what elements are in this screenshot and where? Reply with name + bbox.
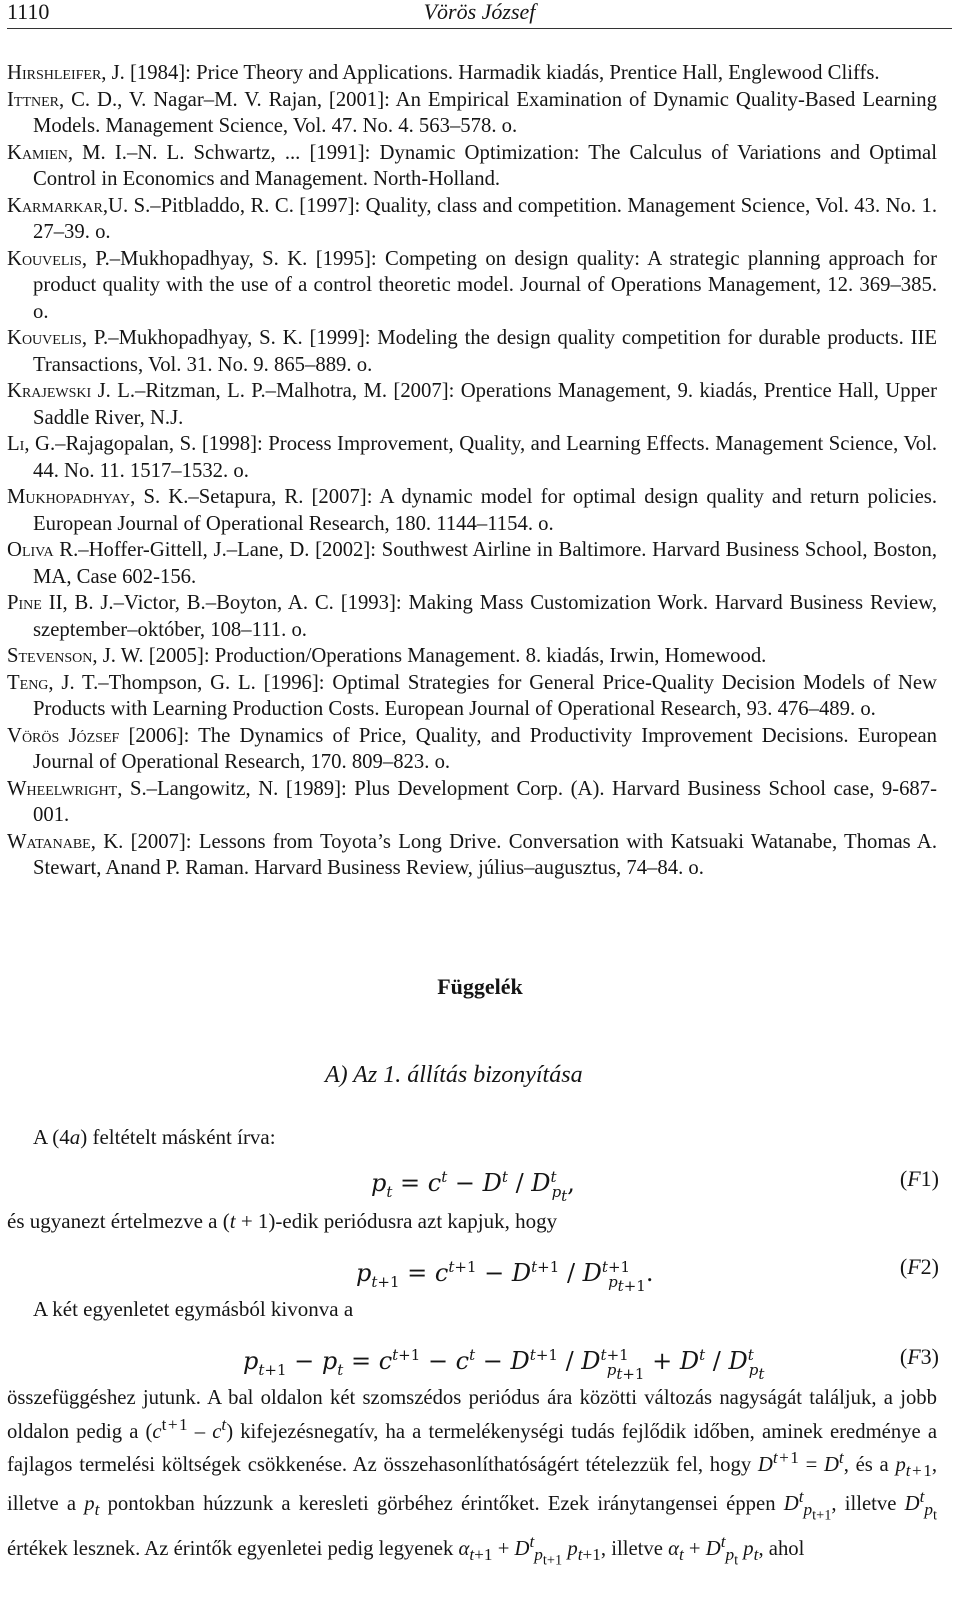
reference-entry [7,246,937,326]
reference-text: , G.–Rajagopalan, S. [1998]: Process Improvement, Quality, and Learning Effects. Management Science, Vol. 44. No. 11. 1517–1532. o. [24,433,937,482]
appendix-line-2: és ugyanezt értelmezve a (t + 1)-edik periódusra azt kapjuk, hogy [7,1209,558,1233]
reference-entry [7,87,937,140]
reference-author: Karmarkar [7,194,103,217]
appendix-title: Függelék [437,974,523,999]
page-header [7,0,952,29]
reference-text: , K. [2007]: Lessons from Toyota’s Long Drive. Conversation with Katsuaki Watanabe, Thomas A. Stewart, Anand P. Raman. Harvard Business Review, július–augusztus, 74–84. o. [33,830,937,879]
reference-author: Krajewski [7,380,92,402]
reference-author: Kamien [7,141,68,164]
appendix-line-3: A két egyenletet egymásból kivonva a [33,1297,354,1321]
reference-author: Stevenson [7,645,93,667]
page-number: 1110 [7,0,50,24]
reference-entry [7,723,937,776]
reference-entry [7,193,937,246]
reference-entry [7,537,937,590]
reference-entry [7,325,937,378]
reference-entry [7,60,937,87]
reference-author: Watanabe [7,830,91,853]
equation-number-f3: (F3) [899,1344,939,1369]
reference-entry [7,484,937,537]
reference-text: II, B. J.–Victor, B.–Boyton, A. C. [1993]: Making Mass Customization Work. Harvard Business Review, szeptember–október, 108–111. o. [33,592,937,641]
reference-text: , M. I.–N. L. Schwartz, ... [1991]: Dynamic Optimization: The Calculus of Variations and Optimal Control in Economics and Management. North-Holland. [33,141,937,190]
reference-entry [7,643,937,670]
equation-f1: $p_t = c^t - D^t / D^t_{p_t}$, [371,1168,575,1205]
appendix-intro: A (4a) feltételt másként írva: [33,1125,276,1149]
reference-text: , C. D., V. Nagar–M. V. Rajan, [2001]: An Empirical Examination of Dynamic Quality-Based Learning Models. Management Science, Vol. 47. No. 4. 563–578. o. [33,88,937,137]
equation-f3: $p_{t+1} - p_t = c^{t+1} - c^t - D^{t+1} / D^{t+1}_{p_{t+1}} + D^t / D^t_{p_t}$ [243,1346,765,1383]
reference-text: R.–Hoffer-Gittell, J.–Lane, D. [2002]: Southwest Airline in Baltimore. Harvard Business School, Boston, MA, Case 602-156. [33,539,937,588]
reference-text: , S. K.–Setapura, R. [2007]: A dynamic model for optimal design quality and return policies. European Journal of Operational Research, 180. 1144–1154. o. [33,486,937,535]
reference-text: , S.–Langowitz, N. [1989]: Plus Development Corp. (A). Harvard Business School case, 9-687-001. [33,777,937,826]
reference-author: Oliva [7,539,54,561]
reference-entry [7,431,937,484]
reference-text: J. L.–Ritzman, L. P.–Malhotra, M. [2007]: Operations Management, 9. kiadás, Prentice Hall, Upper Saddle River, N.J. [33,380,937,429]
running-head: Vörös József [423,0,536,24]
reference-author: Li [7,433,25,455]
equation-number-f2: (F2) [899,1254,939,1279]
reference-author: Hirshleifer [7,62,102,84]
reference-entry [7,140,937,193]
section-title: A) Az 1. állítás bizonyítása [325,1062,583,1088]
reference-text: , P.–Mukhopadhyay, S. K. [1995]: Competing on design quality: A strategic planning approach for product quality with the use of a control theoretic model. Journal of Operations Management, 12. 369–385. o. [33,247,937,323]
reference-author: Wheelwright [7,777,118,800]
reference-author: Kouvelis [7,327,82,349]
reference-author: Mukhopadhyay [7,486,131,508]
reference-author: Pine [7,592,42,614]
reference-list [7,60,937,882]
equation-number-f1: (F1) [899,1166,939,1191]
reference-author: Teng [7,671,49,694]
reference-text: , J. T.–Thompson, G. L. [1996]: Optimal Strategies for General Price-Quality Decision Models of New Products with Learning Production Costs. European Journal of Operational Research, 93. 476–489. o. [33,671,937,720]
reference-entry [7,590,937,643]
reference-entry [7,670,937,723]
reference-text: , P.–Mukhopadhyay, S. K. [1999]: Modeling the design quality competition for durable products. IIE Transactions, Vol. 31. No. 9. 865–889. o. [33,327,937,376]
reference-author: Kouvelis [7,247,82,270]
reference-entry [7,829,937,882]
reference-text: , J. W. [2005]: Production/Operations Management. 8. kiadás, Irwin, Homewood. [92,645,767,667]
appendix-paragraph: összefüggéshez jutunk. A bal oldalon két szomszédos periódus ára közötti változás nagyságát találjuk, a jobb oldalon pedig a $(c^{t + 1} - c^t)$ kifejezésnegatív, ha a termelékenységi tudás fejlődik időben, aminek eredménye a fajlagos termelési költségek csökkenése. Az összehasonlíthatóságért tételezzük fel, hogy $D^{t + 1} = D^t$, és a $p_{t + 1}$, illetve a $p_t$ pontokban húzzunk a keresleti görbéhez érintőket. Ezek iránytangensei éppen $D^t_{p_{t+1}}$, illetve $D^t_{p_t}$ értékek lesznek. Az érintők egyenletei pedig legyenek $\alpha_{t+1} + D^t_{p_{t+1}}$ $p_{t+1}$, illetve $\alpha_t + D^t_{p_t}$ $p_t$, ahol [7,1387,938,1569]
reference-entry [7,776,937,829]
reference-entry [7,378,937,431]
equation-f2: $p_{t+1} = c^{t+1} - D^{t+1} / D^{t+1}_{p_{t+1}}$. [356,1258,654,1295]
reference-author: Ittner [7,88,59,111]
reference-text: [2006]: The Dynamics of Price, Quality, and Productivity Improvement Decisions. European Journal of Operational Research, 170. 809–823. o. [33,724,937,773]
reference-text: , J. [1984]: Price Theory and Applications. Harmadik kiadás, Prentice Hall, Englewood Cliffs. [101,62,880,84]
reference-text: ,U. S.–Pitbladdo, R. C. [1997]: Quality, class and competition. Management Science, Vol. 43. No. 1. 27–39. o. [33,194,937,243]
reference-author: Vörös József [7,724,120,747]
